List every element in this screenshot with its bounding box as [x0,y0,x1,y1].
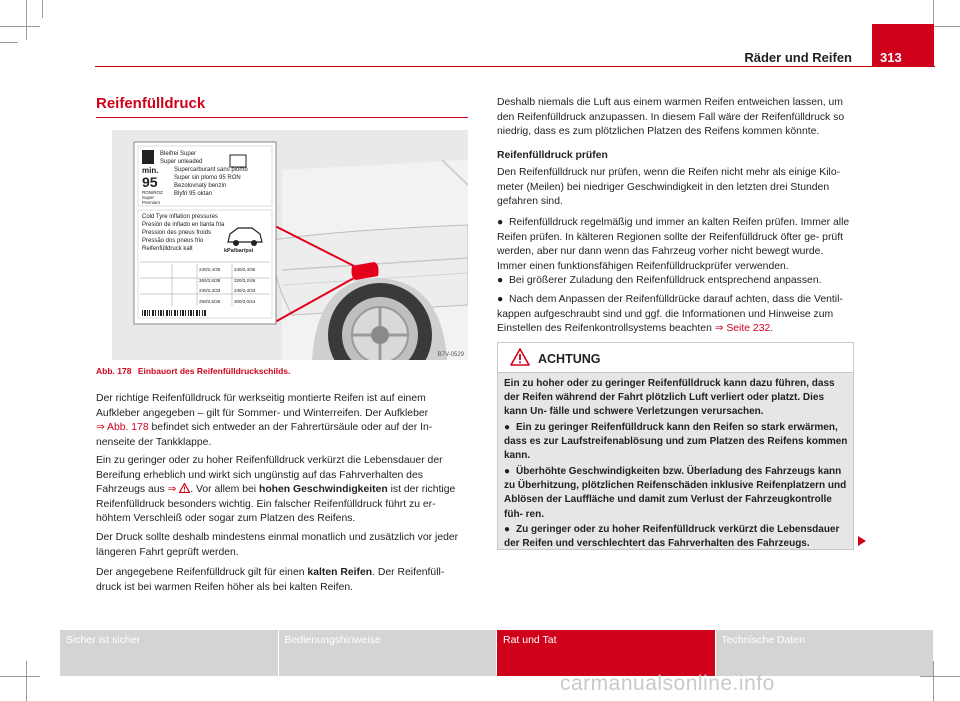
paragraph [96,566,468,595]
bullet-icon: ● [497,217,504,228]
sticker-octane: 95 [142,174,158,190]
figure-tyre-pressure-label [112,130,468,360]
text-span: Der richtige Reifenfülldruck für werkseitig montierte Reifen ist auf einem Aufkleber angegeben – gilt für Sommer- und Winterreifen. Der Aufkleber [96,393,429,419]
warning-item-text: Überhöhte Geschwindigkeiten bzw. Überladung des Fahrzeugs kann zu Überhitzung, plötzlichen Reifenschäden inklusive Reifenplatzern und Ablösen der Lauffläche und damit zum Verlust der Fahrzeugkontrolle füh- ren. [504,466,847,520]
warning-item [504,523,849,551]
warning-body [498,373,853,549]
warning-box [497,342,854,550]
warning-header [498,343,853,373]
sticker-line: Premium [142,200,161,205]
sticker-line: Cold Tyre inflation pressures [142,214,218,220]
sticker-octane-sub [142,190,163,205]
warning-triangle-icon [179,483,190,493]
crop-mark [0,676,40,677]
sticker-line: Pressão dos pneus frio [142,238,204,244]
running-header-title: Räder und Reifen [744,50,852,65]
header-rule [95,66,935,67]
sticker-unit: kPa/bar/psi [224,248,254,254]
figure-caption-label: Abb. 178 [96,366,132,376]
footer-tab-rat-und-tat[interactable]: Rat und Tat [497,630,715,676]
list-item [497,293,855,337]
sticker-line: Pression des pneus froids [142,230,212,236]
warning-link[interactable]: ⇒ [167,484,177,495]
figure-caption-text: Einbauort des Reifenfülldruckschilds. [137,366,291,376]
sticker-line: Reifenfülldruck kalt [142,246,193,252]
sticker-row: 320/3,2/46 [234,277,256,283]
text-span-bold: kalten Reifen [307,567,373,578]
sticker-rows [199,265,220,307]
sticker-row: 360/3,6/38 [199,277,221,283]
list-item [497,216,855,274]
warning-item [504,465,849,522]
sticker-rows-right [234,265,255,307]
text-span: . Vor allem bei [190,484,257,495]
warning-intro: Ein zu hoher oder zu geringer Reifenfülldruck kann dazu führen, dass der Reifen während der Fahrt plötzlich Luft verliert oder platzt. Dies kann Un- fälle und schwere Verletzungen verursachen. [504,378,835,418]
footer-tab-technische-daten[interactable]: Technische Daten [716,630,934,676]
text-span: Ein zu geringer oder zu hoher Reifenfülldruck verkürzt die Lebensdauer der Bereifung erheblich und wirkt sich ungünstig auf das Fahrverhalten des Fahrzeugs aus [96,455,443,495]
text-span: befindet sich entweder an der Fahrertürsäule oder auf der In- nenseite der Tankklappe. [96,422,433,448]
paragraph: Der Druck sollte deshalb mindestens einmal monatlich und zusätzlich vor jeder längeren Fahrt geprüft werden. [96,532,459,558]
subheading: Reifenfülldruck prüfen [497,150,608,161]
crop-mark [26,661,27,701]
sticker-row: 250/2,5/36 [199,298,221,304]
crop-mark [26,0,27,40]
sticker-pressure-text [142,213,224,253]
paragraph: Den Reifenfülldruck nur prüfen, wenn die Reifen nicht mehr als einige Kilo- meter (Meilen) bei niedriger Geschwindigkeit in den letzten drei Stunden gefahren sind. [497,167,841,207]
watermark: carmanualsonline.info [560,672,775,695]
section-rule [96,117,468,118]
sticker-row: 240/2,4/35 [234,267,256,272]
footer-nav [60,630,934,676]
sticker-line: Super sin plomo 95 RON [174,175,241,181]
bullet-icon: ● [504,524,511,535]
bullet-icon: ● [504,466,511,477]
sticker-row: 240/2,4/35 [199,267,221,272]
sticker-line: Presión de inflado en llanta fria [142,222,225,228]
text-span-bold: hohen Geschwindigkeiten [258,484,388,495]
sticker-row: 230/2,3/33 [199,288,221,293]
figure-code: B7V-0529 [437,352,464,358]
bullet-icon: ● [497,275,504,286]
list-item-text: Nach dem Anpassen der Reifenfülldrücke darauf achten, dass die Ventil- kappen aufgeschraubt sind und ggf. die Informationen und Hinweise zum Einstellen des Reifenkontrollsystems beachten [497,294,843,334]
section-title: Reifenfülldruck [96,95,206,112]
sticker-row: 300/3,0/44 [234,298,256,304]
crop-mark [42,0,43,18]
text-span: Der angegebene Reifenfülldruck gilt für einen [96,567,305,578]
sticker-line: Bleifrei Super [160,151,197,157]
paragraph: Deshalb niemals die Luft aus einem warmen Reifen entweichen lassen, um den Reifenfülldruck anzupassen. In diesem Fall wäre der Reifenfülldruck so niedrig, dass es zum plötzlichen Platzen des Reifens kommen könnte. [497,97,845,137]
bullet-icon: ● [497,294,504,305]
text-span: . Der Reifenfüll- druck ist bei warmen Reifen höher als bei kalten Reifen. [96,567,445,593]
page-link[interactable]: ⇒ Seite 232 [714,323,771,334]
crop-mark [0,26,40,27]
page-number: 313 [880,50,902,65]
paragraph [96,392,468,450]
warning-title: ACHTUNG [538,352,601,366]
warning-item-text: Zu geringer oder zu hoher Reifenfülldruck verkürzt die Lebensdauer der Reifen und verschlechtert das Fahrverhalten des Fahrzeugs. [504,524,840,550]
paragraph [96,454,468,527]
sticker-line: Super unleaded [160,159,203,165]
sticker-line: RON/ROZ [142,190,163,195]
page-number-tab [872,24,934,67]
figure-link[interactable]: ⇒ Abb. 178 [96,422,149,433]
sticker-line: Bezolovnatý benzín [174,183,227,189]
continue-arrow-icon [858,536,866,546]
text-span: . [770,323,774,334]
warning-triangle-icon [510,348,530,366]
list-item-text: Reifenfülldruck regelmäßig und immer an kalten Reifen prüfen. Immer alle Reifen prüfen. In kälteren Regionen sollte der Reifenfülldruck öfter ge- prüft werden, aber nur dann wenn das Fahrzeug vorher nicht bewegt wurde. Immer einen funktionsfähigen Reifenfülldruckprüfer verwenden. [497,217,850,272]
sticker-min-label: min. [142,166,159,175]
crop-mark [920,676,960,677]
text-span: ist der richtige Reifenfülldruck besonders wichtig. Ein falscher Reifenfülldruck führt zu er- höhtem Verschleiß oder sogar zum Platzen des Reifens. [96,484,456,524]
sticker-fuel-text [160,150,248,198]
sticker-row: 230/2,3/33 [234,288,256,293]
crop-mark [0,42,18,43]
footer-tab-sicher[interactable]: Sicher ist sicher [60,630,278,676]
sticker-line: Supercarburant sans plomb [174,167,248,173]
list-item-text: Bei größerer Zuladung den Reifenfülldruck entsprechend anpassen. [509,275,822,286]
warning-item-text: Ein zu geringer Reifenfülldruck kann den Reifen so stark erwärmen, dass es zur Laufstreifenablösung und zum Platzen des Reifens kommen kann. [504,422,848,462]
warning-item [504,421,849,464]
sticker-line: Blyfri 95 oktan [174,191,213,197]
sticker-line: Super [142,195,155,200]
figure-caption [96,366,290,376]
bullet-icon: ● [504,422,511,433]
list-item [497,274,855,289]
footer-tab-bedienungshinweise[interactable]: Bedienungshinweise [279,630,497,676]
